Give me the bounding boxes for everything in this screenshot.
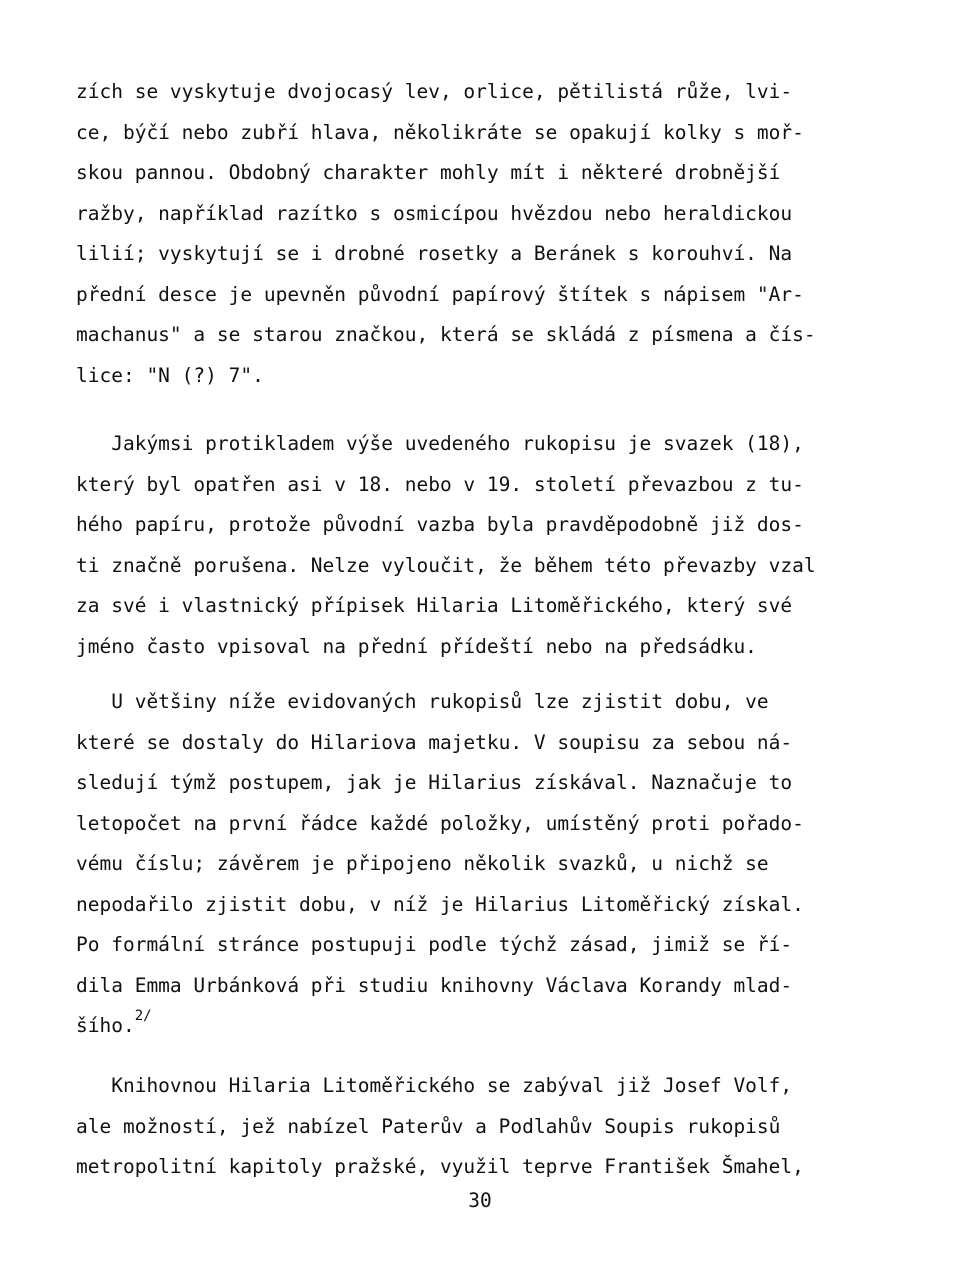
text-line-with-footnote: [76, 1006, 896, 1047]
text-line: lice: "N (?) 7".: [76, 363, 264, 387]
text-line: lilií; vyskytují se i drobné rosetky a Beránek s korouhví. Na: [76, 242, 793, 265]
text-line: Jakýmsi protikladem výše uvedeného rukopisu je svazek (18),: [76, 432, 804, 455]
text-line: sledují týmž postupem, jak je Hilarius získával. Naznačuje to: [76, 771, 793, 794]
text-line: nepodařilo zjistit dobu, v níž je Hilarius Litoměřický získal.: [76, 892, 804, 916]
text-line: machanus" a se starou značkou, která se skládá z písmena a čís-: [76, 323, 816, 346]
text-line: Po formální stránce postupuji podle týchž zásad, jimiž se ří-: [76, 933, 793, 956]
text-line: dila Emma Urbánková při studiu knihovny Václava Korandy mlad-: [76, 973, 793, 997]
paragraph-1: [76, 72, 896, 396]
text-line: hého papíru, protože původní vazba byla pravděpodobně již dos-: [76, 513, 804, 536]
text-line: letopočet na první řádce každé položky, umístěný proti pořado-: [76, 811, 804, 835]
last-line-text: šího.: [76, 1014, 135, 1037]
paragraph-4: [76, 1066, 896, 1188]
text-line: vému číslu; závěrem je připojeno několik svazků, u nichž se: [76, 852, 769, 875]
text-line: U většiny níže evidovaných rukopisů lze zjistit dobu, ve: [76, 690, 769, 713]
text-line: ti značně porušena. Nelze vyloučit, že během této převazby vzal: [76, 553, 816, 577]
page-number: 30: [468, 1189, 492, 1212]
text-line: metropolitní kapitoly pražské, využil teprve František Šmahel,: [76, 1155, 804, 1178]
text-line: které se dostaly do Hilariova majetku. V soupisu za sebou ná-: [76, 730, 793, 754]
text-line: který byl opatřen asi v 18. nebo v 19. století převazbou z tu-: [76, 472, 804, 496]
text-line: skou pannou. Obdobný charakter mohly mít i některé drobnější: [76, 161, 781, 184]
text-line: zích se vyskytuje dvojocasý lev, orlice, pětilistá růže, lvi-: [76, 80, 793, 103]
text-line: ce, býčí nebo zubří hlava, několikráte se opakují kolky s moř-: [76, 120, 804, 144]
text-line: za své i vlastnický přípisek Hilaria Litoměřického, který své: [76, 594, 793, 617]
text-line: jméno často vpisoval na přední přídeští nebo na předsádku.: [76, 634, 757, 658]
text-line: ale možností, jež nabízel Paterův a Podlahův Soupis rukopisů: [76, 1114, 781, 1138]
text-line: Knihovnou Hilaria Litoměřického se zabýval již Josef Volf,: [76, 1074, 793, 1097]
text-line: přední desce je upevněn původní papírový štítek s nápisem "Ar-: [76, 282, 804, 306]
paragraph-2: [76, 424, 896, 667]
footnote-reference: 2/: [134, 1008, 152, 1024]
text-line: ražby, například razítko s osmicípou hvězdou nebo heraldickou: [76, 201, 793, 225]
paragraph-3: [76, 682, 896, 1047]
